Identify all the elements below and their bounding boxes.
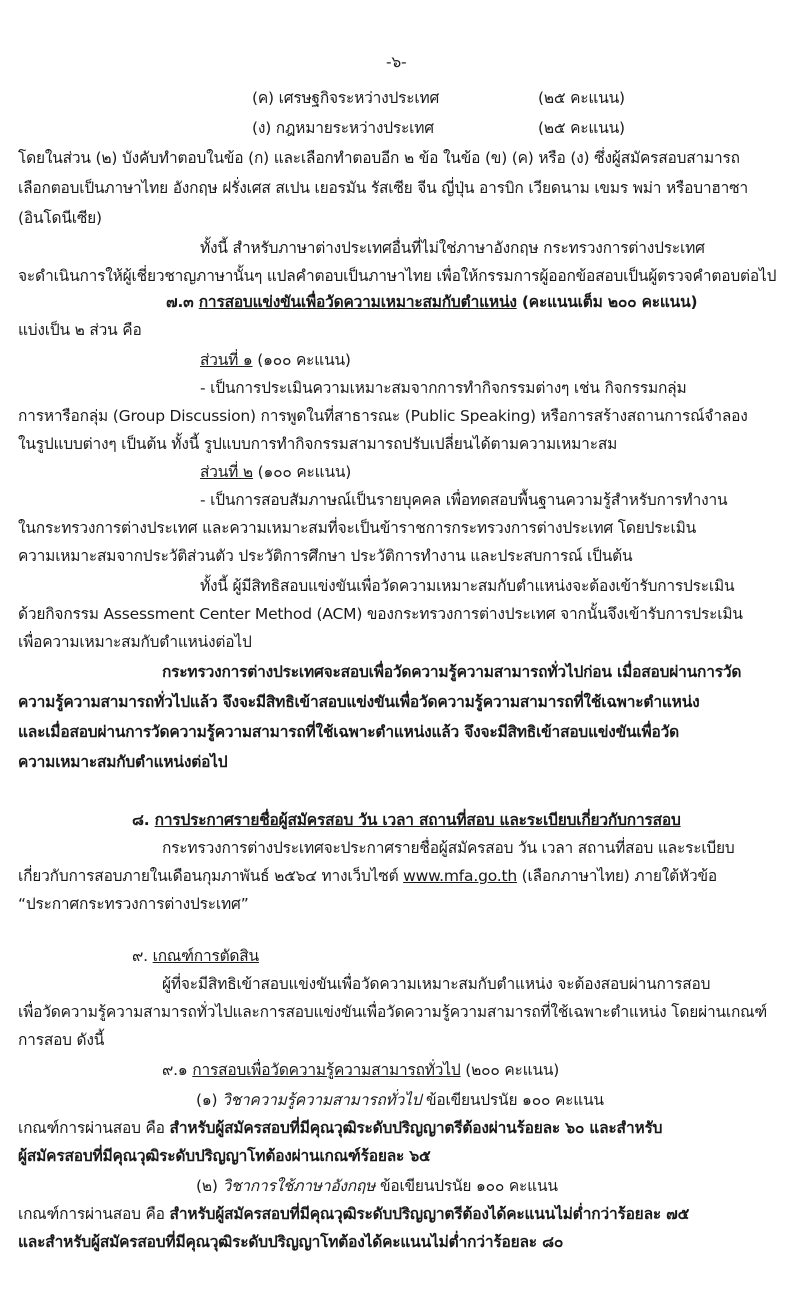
s73-part2-title: ส่วนที่ ๒ <box>200 463 253 481</box>
subj2-criteria-line1 <box>18 1204 689 1224</box>
s9-number: ๙. <box>132 947 148 965</box>
s9-line: เพื่อวัดความรู้ความสามารถทั่วไปและการสอบแข่งขันเพื่อวัดความรู้ความสามารถที่ใช้เฉพาะตำแหน่ง โดยผ่านเกณฑ์ <box>18 1003 767 1021</box>
s73-acm-line: เพื่อความเหมาะสมกับตำแหน่งต่อไป <box>18 633 252 651</box>
subj2-criteria-line2: และสำหรับผู้สมัครสอบที่มีคุณวุฒิระดับปริญญาโทต้องได้คะแนนไม่ต่ำกว่าร้อยละ ๘๐ <box>18 1233 564 1251</box>
bold-notice-line: กระทรวงการต่างประเทศจะสอบเพื่อวัดความรู้ความสามารถทั่วไปก่อน เมื่อสอบผ่านการวัด <box>162 663 742 681</box>
s73-acm-line: ทั้งนี้ ผู้มีสิทธิสอบแข่งขันเพื่อวัดความเหมาะสมกับตำแหน่งจะต้องเข้ารับการประเมิน <box>200 577 735 595</box>
s73-part1-heading <box>200 350 351 370</box>
s73-part2-score: (๑๐๐ คะแนน) <box>257 463 352 481</box>
s9-heading <box>132 946 259 966</box>
bold-notice-line: และเมื่อสอบผ่านการวัดความรู้ความสามารถที่ใช้เฉพาะตำแหน่งแล้ว จึงจะมีสิทธิเข้าสอบแข่งขันเพื่อวัด <box>18 723 680 741</box>
s8-line1: กระทรวงการต่างประเทศจะประกาศรายชื่อผู้สมัครสอบ วัน เวลา สถานที่สอบ และระเบียบ <box>162 839 735 857</box>
item-d-score: (๒๕ คะแนน) <box>538 119 625 137</box>
subj1-criteria-prefix: เกณฑ์การผ่านสอบ คือ <box>18 1119 170 1137</box>
s73-part2-heading <box>200 462 351 482</box>
s73-part1-title: ส่วนที่ ๑ <box>200 351 253 369</box>
s91-heading <box>162 1060 559 1080</box>
s8-number: ๘. <box>132 811 150 829</box>
subj2-detail: ข้อเขียนปรนัย ๑๐๐ คะแนน <box>379 1177 558 1195</box>
s9-line: ผู้ที่จะมีสิทธิเข้าสอบแข่งขันเพื่อวัดความเหมาะสมกับตำแหน่ง จะต้องสอบผ่านการสอบ <box>162 975 711 993</box>
subj1-heading <box>196 1090 604 1110</box>
s73-title: การสอบแข่งขันเพื่อวัดความเหมาะสมกับตำแหน่ง <box>198 293 517 311</box>
bold-notice-line: ความรู้ความสามารถทั่วไปแล้ว จึงจะมีสิทธิเข้าสอบแข่งขันเพื่อวัดความรู้ความสามารถที่ใช้เฉพาะตำแหน่ง <box>18 693 700 711</box>
section2-note-line: (อินโดนีเซีย) <box>18 209 102 227</box>
s73-part2-line: - เป็นการสอบสัมภาษณ์เป็นรายบุคคล เพื่อทดสอบพื้นฐานความรู้สำหรับการทำงาน <box>200 491 728 509</box>
s73-heading <box>166 292 697 312</box>
s73-part1-score: (๑๐๐ คะแนน) <box>257 351 351 369</box>
s73-part1-line: การหารือกลุ่ม (Group Discussion) การพูดในที่สาธารณะ (Public Speaking) หรือการสร้างสถานการณ์จำลอง <box>18 407 748 425</box>
s8-line2-post: (เลือกภาษาไทย) ภายใต้หัวข้อ <box>516 867 717 885</box>
s9-line: การสอบ ดังนี้ <box>18 1031 105 1049</box>
subj2-heading <box>196 1176 558 1196</box>
subj2-number: (๒) <box>196 1177 218 1195</box>
subj1-number: (๑) <box>196 1091 218 1109</box>
subj1-criteria-bold: สำหรับผู้สมัครสอบที่มีคุณวุฒิระดับปริญญาตรีต้องผ่านร้อยละ ๖๐ และสำหรับ <box>169 1119 663 1137</box>
s8-heading <box>132 810 681 830</box>
foreign-lang-note-line: ทั้งนี้ สำหรับภาษาต่างประเทศอื่นที่ไม่ใช่ภาษาอังกฤษ กระทรวงการต่างประเทศ <box>200 239 705 257</box>
subj2-criteria-prefix: เกณฑ์การผ่านสอบ คือ <box>18 1205 170 1223</box>
s73-score: (คะแนนเต็ม ๒๐๐ คะแนน) <box>521 293 698 311</box>
mfa-website-link[interactable]: www.mfa.go.th <box>403 867 517 885</box>
s8-line2-pre: เกี่ยวกับการสอบภายในเดือนกุมภาพันธ์ ๒๕๖๔ ทางเว็บไซต์ <box>18 867 404 885</box>
s9-title: เกณฑ์การตัดสิน <box>152 947 259 965</box>
s91-number: ๙.๑ <box>162 1061 188 1079</box>
bold-notice-line: ความเหมาะสมกับตำแหน่งต่อไป <box>18 753 228 771</box>
s8-line3: “ประกาศกระทรวงการต่างประเทศ” <box>18 895 249 913</box>
subj2-name: วิชาการใช้ภาษาอังกฤษ <box>222 1177 376 1195</box>
item-c-score: (๒๕ คะแนน) <box>538 89 625 107</box>
s91-score: (๒๐๐ คะแนน) <box>465 1061 560 1079</box>
foreign-lang-note-line: จะดำเนินการให้ผู้เชี่ยวชาญภาษานั้นๆ แปลคำตอบเป็นภาษาไทย เพื่อให้กรรมการผู้ออกข้อสอบเป็นผู้ตรวจคำตอบต่อไป <box>18 267 777 285</box>
subj1-name: วิชาความรู้ความสามารถทั่วไป <box>222 1091 422 1109</box>
subj1-detail: ข้อเขียนปรนัย ๑๐๐ คะแนน <box>426 1091 604 1109</box>
page-number: -๖- <box>386 53 407 71</box>
s73-acm-line: ด้วยกิจกรรม Assessment Center Method (ACM) ของกระทรวงการต่างประเทศ จากนั้นจึงเข้ารับการประเมิน <box>18 605 743 623</box>
s73-intro: แบ่งเป็น ๒ ส่วน คือ <box>18 321 142 339</box>
s73-part1-line: - เป็นการประเมินความเหมาะสมจากการทำกิจกรรมต่างๆ เช่น กิจกรรมกลุ่ม <box>200 379 687 397</box>
item-d-label: (ง) กฎหมายระหว่างประเทศ <box>252 119 434 137</box>
s91-title: การสอบเพื่อวัดความรู้ความสามารถทั่วไป <box>192 1061 461 1079</box>
subj1-criteria-line1 <box>18 1118 662 1138</box>
subj2-criteria-bold: สำหรับผู้สมัครสอบที่มีคุณวุฒิระดับปริญญาตรีต้องได้คะแนนไม่ต่ำกว่าร้อยละ ๗๕ <box>169 1205 690 1223</box>
s8-title: การประกาศรายชื่อผู้สมัครสอบ วัน เวลา สถานที่สอบ และระเบียบเกี่ยวกับการสอบ <box>154 811 681 829</box>
item-c-label: (ค) เศรษฐกิจระหว่างประเทศ <box>252 89 440 107</box>
section2-note-line: เลือกตอบเป็นภาษาไทย อังกฤษ ฝรั่งเศส สเปน เยอรมัน รัสเซีย จีน ญี่ปุ่น อารบิก เวียดนาม เขมร พม่า หรือบาฮาซา <box>18 179 748 197</box>
s73-part2-line: ในกระทรวงการต่างประเทศ และความเหมาะสมที่จะเป็นข้าราชการกระทรวงการต่างประเทศ โดยประเมิน <box>18 519 697 537</box>
subj1-criteria-line2: ผู้สมัครสอบที่มีคุณวุฒิระดับปริญญาโทต้องผ่านเกณฑ์ร้อยละ ๖๕ <box>18 1147 431 1165</box>
section2-note-line: โดยในส่วน (๒) บังคับทำตอบในข้อ (ก) และเลือกทำตอบอีก ๒ ข้อ ในข้อ (ข) (ค) หรือ (ง) ซึ่งผู้สมัครสอบสามารถ <box>18 149 740 167</box>
s73-part2-line: ความเหมาะสมจากประวัติส่วนตัว ประวัติการศึกษา ประวัติการทำงาน และประสบการณ์ เป็นต้น <box>18 547 633 565</box>
s73-part1-line: ในรูปแบบต่างๆ เป็นต้น ทั้งนี้ รูปแบบการทำกิจกรรมสามารถปรับเปลี่ยนได้ตามความเหมาะสม <box>18 435 618 453</box>
s8-line2 <box>18 866 717 886</box>
s73-number: ๗.๓ <box>166 293 194 311</box>
